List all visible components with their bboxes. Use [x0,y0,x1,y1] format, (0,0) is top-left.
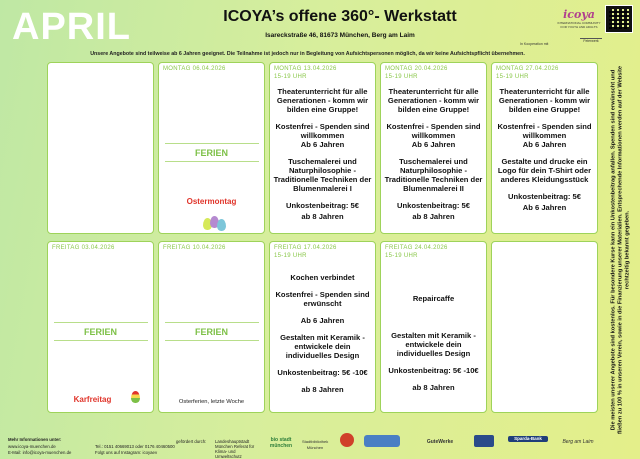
sponsor-logo-library: Stadtbibliothek München [302,439,329,450]
ferien-label: FERIEN [194,148,228,158]
brand-subtitle: INTERNATIONAL COMMUNITY FOR YOUTH AND ADULTS [557,21,601,29]
side-info-text: Die meisten unserer Angebote sind kostenlos. Für besondere Kurse kann ein Unkostenbeitrag anfallen. Spenden sind erwünscht und fließen zu 100 % in unseren Verein, sowie in die Finanzierung unserer Materialien. Entsprechende Informationen werden auf der Website rechtzeitig bekannt gegeben. [610,65,631,434]
divider [165,143,259,144]
activity-title-2: Gestalten mit Keramik - entwickele dein individuelles Design [280,333,365,360]
activity-title: Theaterunterricht für alle Generationen - komm wir bilden eine Gruppe! [498,87,591,114]
cell-time: 15-19 UHR [496,74,529,80]
footer-phone: Tel.: 0151 40669013 oder 0176 40460500 [95,444,175,449]
brand-logo: icoya [563,8,595,21]
calendar-cell-friday-03 [47,241,154,413]
coop-logo: Feierwerk [580,38,602,47]
activity-title-2: Tuschemalerei und Naturphilosophie - Traditionelle Techniken der Blumenmalerei I [273,157,372,193]
address: Isareckstraße 46, 81673 München, Berg am Laim [265,32,415,39]
calendar-cell-empty [491,241,598,413]
activity-cost: Kostenfrei - Spenden sind willkommen [497,122,592,140]
month-heading: APRIL [12,6,131,48]
easter-egg-icon [131,391,140,403]
activity-age-2: ab 8 Jahren [301,385,344,394]
side-info-panel [604,62,638,437]
activity-age: Ab 6 Jahren [300,316,345,325]
cell-time: 15-19 UHR [274,74,307,80]
calendar-grid [47,62,600,437]
activity-age-2: ab 8 Jahren [412,212,455,221]
cell-note: Osterferien, letzte Woche [178,399,245,405]
holiday-label: Ostermontag [186,197,237,206]
footer-funded-label: gefördert durch: [176,439,207,444]
activity-age: Ab 6 Jahren [522,140,567,149]
calendar-cell-monday-06 [158,62,265,234]
footer [0,436,640,459]
ferien-label: FERIEN [194,327,228,337]
activity-cost: Kostenfrei - Spenden sind willkommen [275,122,370,140]
cell-date: FREITAG 03.04.2026 [52,245,115,251]
sponsor-logo-sparda: Sparda-Bank [508,436,548,442]
sponsor-logo-small [474,435,494,447]
footer-info-label: Mehr Informationen unter: [8,437,62,442]
sponsor-logo-badge [340,433,354,447]
footer-instagram[interactable]: Folgt uns auf Instagram: icoyaev [95,450,158,455]
activity-cost-2: Unkostenbeitrag: 5€ [285,201,359,210]
brand-logo-block [555,8,603,29]
footer-email[interactable]: E-Mail: info@icoya-muenchen.de [8,450,72,455]
activity-cost-2: Unkostenbeitrag: 5€ [396,201,470,210]
age-notice: Unsere Angebote sind teilweise ab 6 Jahren geeignet. Die Teilnahme ist jedoch nur in Begleitung von Aufsichtspersonen möglich, da wir keine Aufsichtspflicht übernehmen. [90,51,525,57]
ferien-label: FERIEN [83,327,117,337]
cell-body [384,87,483,221]
sponsor-logo-blue [364,435,400,447]
cell-date: MONTAG 13.04.2026 [274,66,337,72]
sponsor-logo-biostadt: bio stadt münchen [269,437,293,449]
cell-body [384,294,483,392]
activity-cost-2: Unkostenbeitrag: 5€ -10€ [388,366,479,375]
calendar-cell-monday-20 [380,62,487,234]
sponsor-logo-gutewerke: GuteWerke [426,439,454,445]
qr-code-icon[interactable] [606,6,632,32]
activity-cost-2: Unkostenbeitrag: 5€ -10€ [277,368,368,377]
calendar-cell-monday-13 [269,62,376,234]
cell-date: MONTAG 06.04.2026 [163,66,226,72]
easter-egg-icon [217,219,226,231]
cell-date: FREITAG 17.04.2026 [274,245,337,251]
activity-age-2: ab 8 Jahren [412,383,455,392]
calendar-cell-friday-17 [269,241,376,413]
cell-body [495,87,594,212]
coop-label: In Kooperation mit [520,42,549,46]
divider [54,322,148,323]
activity-title: Theaterunterricht für alle Generationen - komm wir bilden eine Gruppe! [387,87,480,114]
activity-age: Ab 6 Jahren [300,140,345,149]
cell-date: FREITAG 24.04.2026 [385,245,448,251]
divider [165,340,259,341]
divider [165,161,259,162]
activity-title: Kochen verbindet [290,273,355,282]
activity-title-2: Tuschemalerei und Naturphilosophie - Traditionelle Techniken der Blumenmalerei II [384,157,483,193]
divider [165,322,259,323]
cell-time: 15-19 UHR [385,74,418,80]
sponsor-logo-bergamlaim: Berg am Laim [562,439,594,445]
cell-date: FREITAG 10.04.2026 [163,245,226,251]
activity-age-2: ab 8 Jahren [301,212,344,221]
cell-body [273,87,372,221]
calendar-cell-monday-27 [491,62,598,234]
cell-date: MONTAG 27.04.2026 [496,66,559,72]
cell-time: 15-19 UHR [385,253,418,259]
holiday-label: Karfreitag [73,395,112,404]
sponsor-logo-city: Landeshauptstadt München Referat für Klima- und Umweltschutz [215,439,255,459]
activity-age: Ab 6 Jahren [411,140,456,149]
cell-time: 15-19 UHR [274,253,307,259]
calendar-cell-friday-10 [158,241,265,413]
activity-title: Theaterunterricht für alle Generationen - komm wir bilden eine Gruppe! [276,87,369,114]
activity-title-2: Gestalte und drucke ein Logo für dein T-Shirt oder anderes Kleidungsstück [497,157,592,184]
cell-body [273,273,372,394]
activity-age-2: Ab 6 Jahren [522,203,567,212]
activity-cost: Kostenfrei - Spenden sind willkommen [386,122,481,140]
page-title: ICOYA’s offene 360°- Werkstatt [223,8,457,25]
activity-title-2: Gestalten mit Keramik - entwickele dein individuelles Design [391,331,476,358]
activity-cost: Kostenfrei - Spenden sind erwünscht [275,290,370,308]
activity-title: Repaircaffe [412,294,455,303]
activity-cost-2: Unkostenbeitrag: 5€ [507,192,581,201]
divider [54,340,148,341]
cell-date: MONTAG 20.04.2026 [385,66,448,72]
footer-website[interactable]: www.icoya-muenchen.de [8,444,56,449]
calendar-cell-empty [47,62,154,234]
calendar-cell-friday-24 [380,241,487,413]
